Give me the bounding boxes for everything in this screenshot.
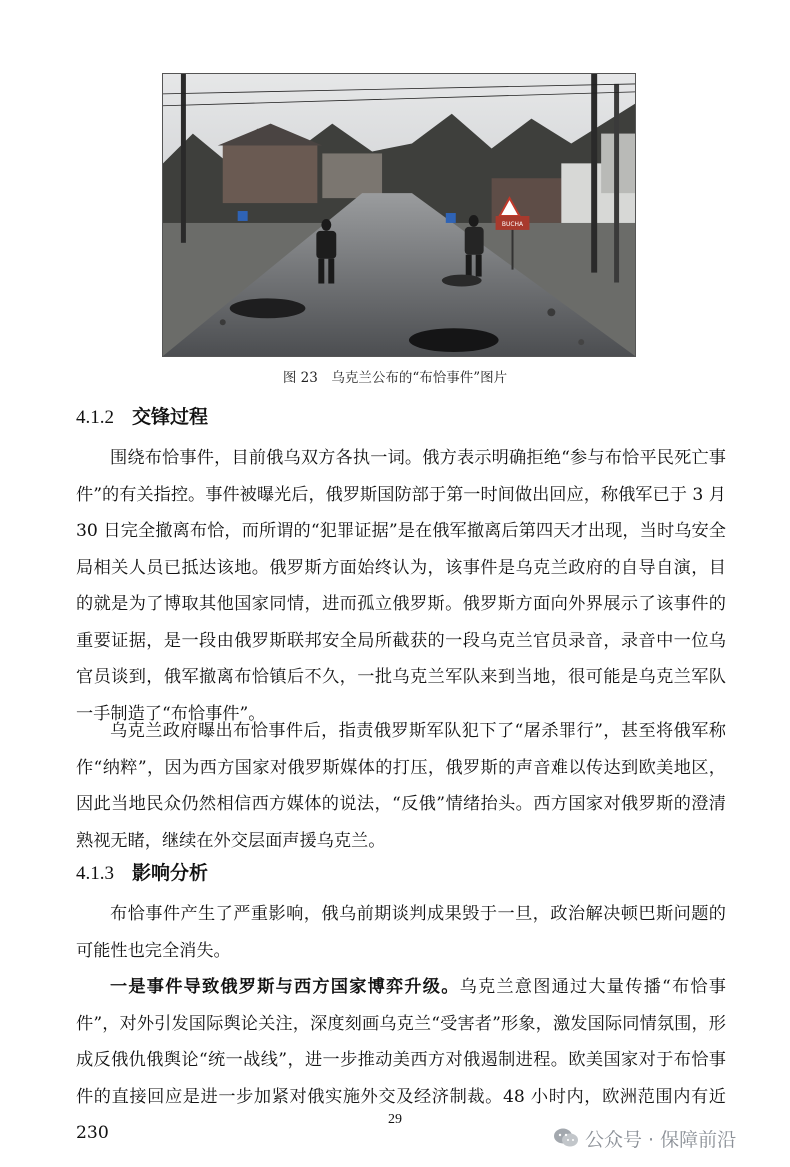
section-title: 交锋过程	[132, 406, 209, 428]
section-number: 4.1.3	[76, 863, 114, 884]
watermark	[553, 1122, 736, 1154]
paragraph-body: 乌克兰意图通过大量传播“布恰事件”，对外引发国际舆论关注，深度刻画乌克兰“受害者”形象，激发国际同情氛围，形成反俄仇俄舆论“统一战线”，进一步推动美西方对俄遏制进程。欧美国家对于布恰事件的直接回应是进一步加紧对俄实施外交及经济制裁。48 小时内，欧洲范围内有近 230	[76, 977, 726, 1143]
page-number: 29	[388, 1112, 402, 1127]
section-title: 影响分析	[132, 862, 209, 884]
section-heading-4-1-3	[76, 858, 208, 885]
figure-caption: 图 23 乌克兰公布的“布恰事件”图片	[282, 370, 508, 386]
paragraph: 布恰事件产生了严重影响，俄乌前期谈判成果毁于一旦，政治解决顿巴斯问题的可能性也完全消失。	[76, 904, 726, 961]
section-number: 4.1.2	[76, 407, 114, 428]
bold-lead: 一是事件导致俄罗斯与西方国家博弈升级。	[110, 977, 460, 997]
street-scene-image	[163, 74, 635, 356]
wechat-icon	[553, 1127, 579, 1149]
watermark-text: 公众号 · 保障前沿	[585, 1128, 737, 1151]
paragraph: 乌克兰政府曝出布恰事件后，指责俄罗斯军队犯下了“屠杀罪行”，甚至将俄军称作“纳粹”，因为西方国家对俄罗斯媒体的打压，俄罗斯的声音难以传达到欧美地区，因此当地民众仍然相信西方媒体的说法，“反俄”情绪抬头。西方国家对俄罗斯的澄清熟视无睹，继续在外交层面声援乌克兰。	[76, 721, 726, 851]
section-heading-4-1-2	[76, 402, 208, 429]
paragraph: 围绕布恰事件，目前俄乌双方各执一词。俄方表示明确拒绝“参与布恰平民死亡事件”的有关指控。事件被曝光后，俄罗斯国防部于第一时间做出回应，称俄军已于 3 月 30 日完全撤离布恰，而所谓的“犯罪证据”是在俄军撤离后第四天才出现，当时乌安全局相关人员已抵达该地。俄罗斯方面始终认为，该事件是乌克兰政府的自导自演，目的就是为了博取其他国家同情，进而孤立俄罗斯。俄罗斯方面向外界展示了该事件的重要证据，是一段由俄罗斯联邦安全局所截获的一段乌克兰官员录音，录音中一位乌官员谈到，俄军撤离布恰镇后不久，一批乌克兰军队来到当地，很可能是乌克兰军队一手制造了“布恰事件”。	[76, 448, 726, 724]
figure-photo	[162, 73, 636, 357]
sign-text: BUCHA	[501, 220, 524, 228]
